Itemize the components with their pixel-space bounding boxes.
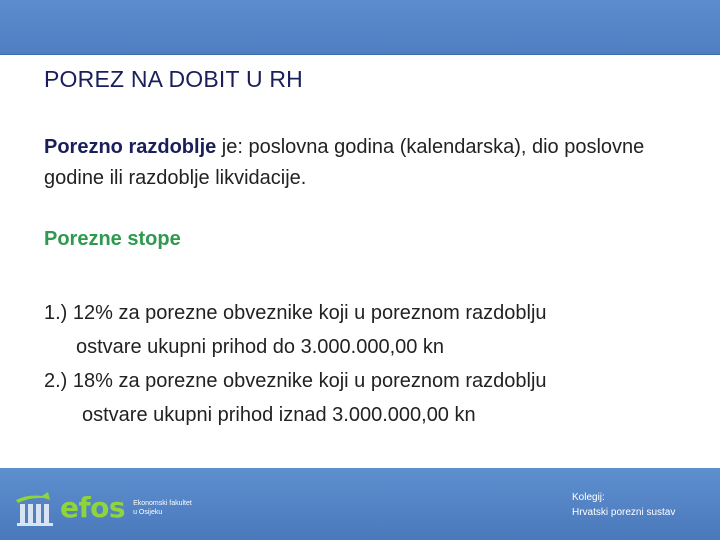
- faculty-name: [133, 499, 203, 517]
- tax-period-text: je: poslovna godina (kalendarska), dio poslovne godine ili razdoblje likvidacije.: [44, 136, 645, 189]
- course-name: Hrvatski porezni sustav: [572, 507, 676, 518]
- tax-period-paragraph: [44, 132, 684, 194]
- tax-rates-list: [44, 296, 694, 432]
- course-info: [572, 490, 675, 520]
- efos-logo: [14, 490, 203, 526]
- logo-wordmark: efos: [60, 491, 126, 524]
- faculty-name-line: Ekonomski fakultet: [133, 500, 192, 507]
- tax-period-lead: Porezno razdoblje: [44, 136, 217, 158]
- rate-line: 2.) 18% za porezne obveznike koji u poreznom razdoblju: [44, 370, 547, 392]
- list-item: [44, 296, 694, 364]
- rate-line-continuation: ostvare ukupni prihod do 3.000.000,00 kn: [76, 336, 445, 358]
- tax-rates-heading: Porezne stope: [44, 228, 181, 250]
- rate-line: 1.) 12% za porezne obveznike koji u poreznom razdoblju: [44, 302, 547, 324]
- course-label: Kolegij:: [572, 492, 605, 503]
- columns-logo-icon: [14, 490, 58, 526]
- rate-line-continuation: ostvare ukupni prihod iznad 3.000.000,00 kn: [82, 404, 476, 426]
- list-item: [44, 364, 694, 432]
- header-bar: [0, 0, 720, 55]
- faculty-city-line: u Osijeku: [133, 509, 163, 516]
- footer-bar: [0, 468, 720, 540]
- slide-title: POREZ NA DOBIT U RH: [44, 66, 303, 92]
